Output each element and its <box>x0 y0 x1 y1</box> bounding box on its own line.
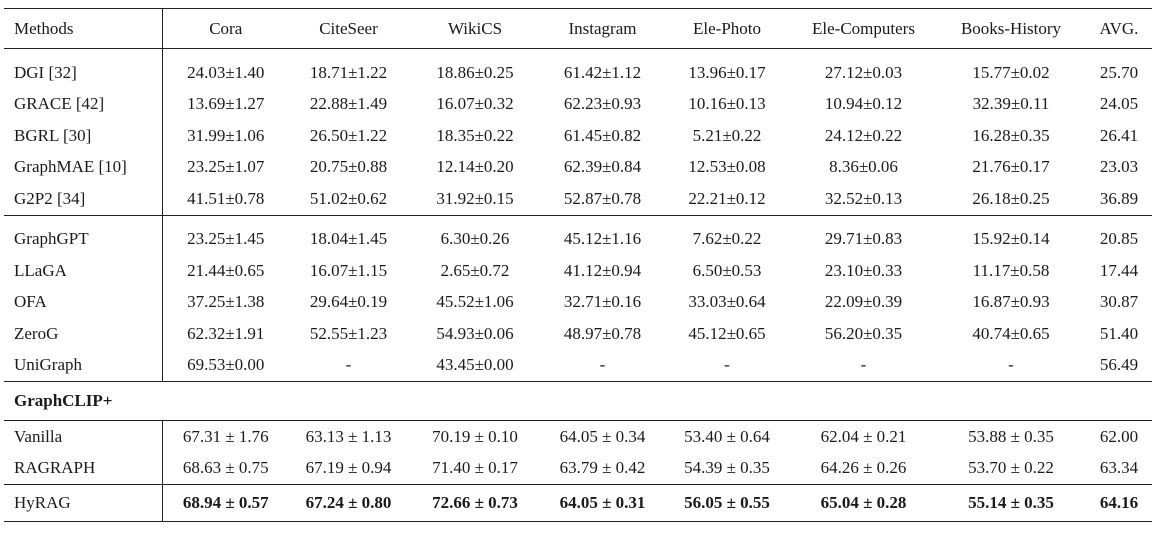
table-row <box>4 255 1152 287</box>
avg-cell: 25.70 <box>1099 62 1139 82</box>
header-books-history: Books-History <box>936 9 1086 49</box>
avg-cell: 23.03 <box>1099 157 1139 177</box>
score-cell: 41.51±0.78 <box>162 183 289 215</box>
score-cell: 16.87±0.93 <box>972 292 1050 312</box>
score-cell: 64.05 ± 0.34 <box>559 426 646 446</box>
score-cell: - <box>289 350 408 382</box>
score-cell: 53.70 ± 0.22 <box>968 458 1054 478</box>
score-cell: 10.94±0.12 <box>824 94 903 114</box>
score-cell: 64.05 ± 0.31 <box>542 485 663 522</box>
score-cell: 56.20±0.35 <box>824 323 903 343</box>
avg-cell: 26.41 <box>1099 125 1139 145</box>
score-cell: 51.02±0.62 <box>289 183 408 215</box>
table-row <box>4 89 1152 121</box>
table-row <box>4 287 1152 319</box>
score-cell: 32.52±0.13 <box>791 183 936 215</box>
avg-cell: 62.00 <box>1099 426 1139 446</box>
table-row <box>4 49 1152 89</box>
score-cell: 10.16±0.13 <box>688 94 766 114</box>
score-cell: 45.12±1.16 <box>563 229 642 249</box>
score-cell: 41.12±0.94 <box>563 260 642 280</box>
score-cell: 24.12±0.22 <box>824 125 903 145</box>
score-cell: 21.76±0.17 <box>972 157 1050 177</box>
score-cell: 16.07±0.32 <box>436 94 514 114</box>
score-cell: 21.44±0.65 <box>187 260 265 280</box>
header-ele-computers: Ele-Computers <box>791 9 936 49</box>
score-cell: 61.42±1.12 <box>563 62 642 82</box>
score-cell: 65.04 ± 0.28 <box>791 485 936 522</box>
method-name-cell: DGI [32] <box>4 49 162 89</box>
table-row <box>4 183 1152 215</box>
score-cell: 26.50±1.22 <box>309 125 388 145</box>
score-cell: 6.50±0.53 <box>692 260 762 280</box>
method-name-cell: LLaGA <box>4 255 162 287</box>
score-cell: - <box>663 350 791 382</box>
avg-cell: 56.49 <box>1086 350 1152 382</box>
score-cell: 69.53±0.00 <box>162 350 289 382</box>
method-name-cell: G2P2 [34] <box>4 183 162 215</box>
score-cell: 15.92±0.14 <box>972 229 1050 249</box>
header-row <box>4 9 1152 49</box>
table-row <box>4 152 1152 184</box>
method-name-cell: BGRL [30] <box>4 120 162 152</box>
score-cell: 62.39±0.84 <box>563 157 642 177</box>
score-cell: - <box>542 350 663 382</box>
score-cell: 67.31 ± 1.76 <box>182 426 269 446</box>
score-cell: 33.03±0.64 <box>688 292 766 312</box>
score-cell: 23.25±1.45 <box>187 229 265 249</box>
score-cell: 67.24 ± 0.80 <box>289 485 408 522</box>
score-cell: - <box>791 350 936 382</box>
method-name-cell: ZeroG <box>4 318 162 350</box>
method-name-cell: Vanilla <box>4 421 162 453</box>
score-cell: 52.87±0.78 <box>542 183 663 215</box>
header-instagram: Instagram <box>542 9 663 49</box>
table-row <box>4 318 1152 350</box>
score-cell: 43.45±0.00 <box>408 350 542 382</box>
score-cell: 13.96±0.17 <box>688 62 766 82</box>
score-cell: 71.40 ± 0.17 <box>432 458 518 478</box>
method-name-cell: GraphMAE [10] <box>4 152 162 184</box>
score-cell: 22.21±0.12 <box>663 183 791 215</box>
method-name-cell: UniGraph <box>4 350 162 382</box>
score-cell: 62.23±0.93 <box>563 94 642 114</box>
score-cell: 31.99±1.06 <box>187 125 265 145</box>
avg-cell: 63.34 <box>1099 458 1139 478</box>
score-cell: 16.28±0.35 <box>972 125 1050 145</box>
score-cell: 56.05 ± 0.55 <box>663 485 791 522</box>
avg-cell: 36.89 <box>1086 183 1152 215</box>
score-cell: 11.17±0.58 <box>972 260 1050 280</box>
score-cell: 37.25±1.38 <box>187 292 265 312</box>
score-cell: 12.14±0.20 <box>436 157 514 177</box>
score-cell: 32.71±0.16 <box>563 292 642 312</box>
score-cell: 62.32±1.91 <box>187 323 265 343</box>
score-cell: 54.93±0.06 <box>436 323 514 343</box>
score-cell: 7.62±0.22 <box>692 229 762 249</box>
score-cell: 26.18±0.25 <box>936 183 1086 215</box>
score-cell: 20.75±0.88 <box>309 157 388 177</box>
avg-cell: 64.16 <box>1086 485 1152 522</box>
method-name-cell: GraphGPT <box>4 215 162 255</box>
score-cell: 68.94 ± 0.57 <box>162 485 289 522</box>
score-cell: 8.36±0.06 <box>829 157 898 177</box>
score-cell: 18.71±1.22 <box>309 62 388 82</box>
score-cell: 22.88±1.49 <box>309 94 388 114</box>
score-cell: 45.12±0.65 <box>688 323 766 343</box>
score-cell: 55.14 ± 0.35 <box>936 485 1086 522</box>
score-cell: 23.10±0.33 <box>824 260 903 280</box>
score-cell: 27.12±0.03 <box>824 62 903 82</box>
header-avg: AVG. <box>1086 9 1152 49</box>
results-table <box>4 8 1152 522</box>
score-cell: 2.65±0.72 <box>440 260 510 280</box>
score-cell: 23.25±1.07 <box>187 157 265 177</box>
table-row <box>4 120 1152 152</box>
header-methods: Methods <box>4 9 162 49</box>
score-cell: 52.55±1.23 <box>309 323 388 343</box>
score-cell: 22.09±0.39 <box>824 292 903 312</box>
section-label: GraphCLIP+ <box>4 382 1152 421</box>
score-cell: 12.53±0.08 <box>688 157 766 177</box>
score-cell: 32.39±0.11 <box>972 94 1050 114</box>
avg-cell: 51.40 <box>1099 323 1139 343</box>
header-cora: Cora <box>162 9 289 49</box>
table-row <box>4 215 1152 255</box>
avg-cell: 20.85 <box>1099 229 1139 249</box>
header-wikics: WikiCS <box>408 9 542 49</box>
score-cell: 45.52±1.06 <box>436 292 514 312</box>
avg-cell: 30.87 <box>1099 292 1139 312</box>
table-row <box>4 485 1152 522</box>
header-ele-photo: Ele-Photo <box>663 9 791 49</box>
score-cell: 13.69±1.27 <box>187 94 265 114</box>
score-cell: 48.97±0.78 <box>563 323 642 343</box>
score-cell: 62.04 ± 0.21 <box>820 426 907 446</box>
method-name-cell: RAGRAPH <box>4 453 162 485</box>
method-name-cell: OFA <box>4 287 162 319</box>
score-cell: 29.64±0.19 <box>309 292 388 312</box>
score-cell: 16.07±1.15 <box>309 260 388 280</box>
method-name-cell: GRACE [42] <box>4 89 162 121</box>
score-cell: 40.74±0.65 <box>972 323 1050 343</box>
score-cell: - <box>936 350 1086 382</box>
score-cell: 18.04±1.45 <box>309 229 388 249</box>
avg-cell: 24.05 <box>1099 94 1139 114</box>
score-cell: 72.66 ± 0.73 <box>408 485 542 522</box>
table-row <box>4 453 1152 485</box>
score-cell: 18.86±0.25 <box>436 62 514 82</box>
score-cell: 29.71±0.83 <box>824 229 903 249</box>
score-cell: 61.45±0.82 <box>563 125 642 145</box>
header-citeseer: CiteSeer <box>289 9 408 49</box>
method-name-cell: HyRAG <box>4 485 162 522</box>
table-row <box>4 350 1152 382</box>
score-cell: 6.30±0.26 <box>440 229 510 249</box>
table-row <box>4 421 1152 453</box>
avg-cell: 17.44 <box>1099 260 1139 280</box>
score-cell: 53.40 ± 0.64 <box>684 426 770 446</box>
score-cell: 63.13 ± 1.13 <box>305 426 392 446</box>
score-cell: 18.35±0.22 <box>436 125 514 145</box>
score-cell: 15.77±0.02 <box>972 62 1050 82</box>
score-cell: 64.26 ± 0.26 <box>820 458 907 478</box>
section-row <box>4 382 1152 421</box>
score-cell: 24.03±1.40 <box>187 62 265 82</box>
score-cell: 70.19 ± 0.10 <box>432 426 518 446</box>
score-cell: 54.39 ± 0.35 <box>684 458 770 478</box>
score-cell: 63.79 ± 0.42 <box>559 458 646 478</box>
score-cell: 53.88 ± 0.35 <box>968 426 1054 446</box>
score-cell: 68.63 ± 0.75 <box>182 458 269 478</box>
score-cell: 67.19 ± 0.94 <box>305 458 392 478</box>
score-cell: 31.92±0.15 <box>408 183 542 215</box>
score-cell: 5.21±0.22 <box>692 125 762 145</box>
